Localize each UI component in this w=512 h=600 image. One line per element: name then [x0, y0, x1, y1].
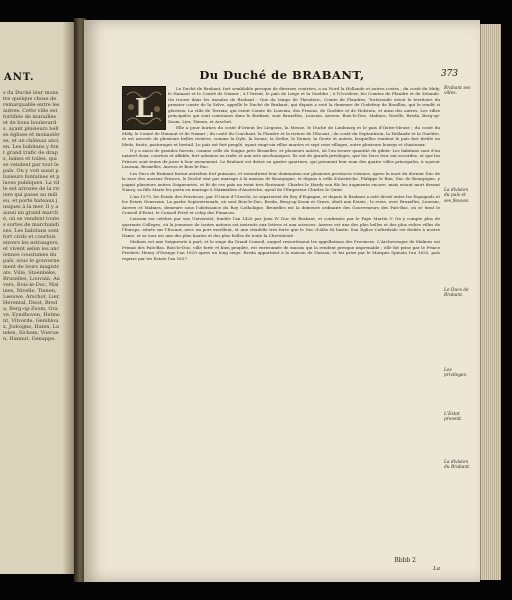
page-number: 373	[440, 69, 458, 79]
catchword: La	[433, 566, 440, 572]
paragraph: L'an 1579, les Estats des Provinces, par l'Union d'Utrecht, se separerent du Roy d'Espagne, et depuis le Brabant a esté divisé entre les Espagnols et les Estats Generaux. La partie Septentrionale, où sont Bois-le-Duc, Breda, Berg-op-Zoom et Grave, obeït aux Estats ; le reste, avec Bruxelles, Louvain, Anvers et Malines, demeure sous l'obeïssance du Roy Catholique. Bruxelles est la demeure ordinaire des Gouverneurs des Païs-Bas, où se tient le Conseil d'Estat, le Conseil Privé et celuy des Finances.	[122, 193, 440, 215]
left-page-text: s du Duché leur monstre quelque chose de remarquable entre les autres. Cette ville est fortifiée de murailles et de bons boulevards, ayant plusieurs belles églises et monastères, et un château ancien. Les habitans y font grand trafic de draps, laines et toiles, qui se vendent par tout le païs. On y voit aussi plusieurs fontaines et places publiques. La ville est arrosée de la riviere qui passe au milieu, et porte bateaux jusques à la mer. Il y a aussi un grand marché, où se vendent toutes sortes de marchandises. Les habitans sont fort civils et courtois envers les estrangers, et vivent selon les anciennes coustumes du païs, sous le gouvernement de leurs magistrats. Ville, Stoenbeke, Bruselles, Louvain, Anvers, Bois-le-Duc, Malines, Nivelle, Tienen, Leeuwe, Arschot, Lier, Herental, Diest, Breda, Berg-op-Zoom, Grave, Eyndhoven, Helmont, Vilvorde, Gembloux, Jodoigne, Halen, Landen, Sichem, Vueruen, Hannut, Genappe.	[3, 90, 60, 342]
svg-text:L: L	[134, 94, 154, 124]
signature-mark: Bbbb 2	[394, 557, 416, 564]
paragraph: Louvain est celebre par son Université, fondée l'an 1426 par Jean IV Duc de Brabant, et confirmée par le Pape Martin V. On y compte plus de quarante Colleges, où la jeunesse de toutes nations est instruite aux lettres et aux sciences. Anvers est une des plus belles et des plus riches villes de l'Europe, située sur l'Escaut, avec un port excellent, et une citadelle tres forte que le Duc d'Albe fit bastir. Son Eglise Cathedrale est dediée à nostre Dame, et sa tour est une des plus hautes et des plus belles de toute la Chrestienté.	[122, 216, 440, 238]
paragraph: Malines est une Seigneurie à part, et le siege du Grand Conseil, auquel ressortissent les appellations des Provinces. L'Archevesque de Malines est Primat des Païs-Bas. Bois-le-Duc, ville forte et bien peuplée, est environnée de marais qui la rendent presque imprenable ; elle fut prise par le Prince Frederic Henry d'Orange l'an 1629 apres un long siege. Breda appartient à la maison de Nassau, et fut prise par le Marquis Spinola l'an 1625, puis reprise par les Estats l'an 1637.	[122, 239, 440, 261]
paragraph: Elle a pour bornes du costé d'Orient les Liegeois, la Meuse, le Duché de Limbourg et le païs d'Outre-Meuse ; du costé du Midy, le Comté de Hainaut et de Namur ; du costé du Couchant, la Flandre et la riviere de l'Escaut ; du costé du Septentrion, la Hollande et la Gueldre, et est arrosée de plusieurs belles rivieres, comme la Dyle, la Senne, la Nethe, le Demer, la Geete et autres, lesquelles rendent le païs fort fertile en bleds, fruits, pasturages et bestail. Le païs est fort peuplé, ayant vingt-six villes murées et sept cens villages, outre plusieurs bourgs et chasteaux.	[122, 125, 440, 147]
page-header-title: Du Duché de BRABANT,	[199, 68, 365, 82]
margin-note: La division du Brabant.	[444, 460, 471, 471]
margin-note: L'Estat present.	[444, 412, 463, 423]
right-page	[84, 20, 480, 582]
margin-note: Les privileges.	[444, 368, 468, 379]
paragraph: Il y a aussi de grandes forests, comme celle de Soigne prés Bruxelles, et plusieurs autres, où l'on trouve quantité de gibier. Les habitans sont d'un naturel doux, courtois et affable, fort adonnez au trafic et aux arts mechaniques. Ils ont de grands privileges, que les Ducs leur ont accordez, et que les Princes sont tenus de jurer à leur avenement. Le Brabant est divisé en quatre quartiers, qui prennent leur nom des quatre villes principales, à sçavoir Louvain, Bruxelles, Anvers et Bois-le-Duc.	[122, 147, 440, 170]
margin-note: Le Ducs de Brabant.	[444, 288, 469, 299]
margin-note: Brabant ses villes.	[444, 86, 471, 97]
paragraph: Le Duché de Brabant, fort semblable presque de diverses contrées, a au Nord la Hollande et autres costes ; du costé du Midy, le Hainaut et le Comté de Namur ; à l'Orient, le païs de Liege et la Gueldre ; à l'Occident, les Comtez de Flandre et de Zelande. On trouve dans les Annales de Brabant : Que du temps de Theodoric, Comte de Flandres, Torteronde estoit le territoire du premier comte de la Selve, appellé le Duché de Brabant, qui depuis a esté la demeure de Godefroy de Bouillon, qui le rendit si glorieux. La ville de Terrain, qui estoit Comte de Louvain, des Frisons, de Gueldre et de Holstein, et ainsi des autres. Les villes principales qui sont contenues dans le Brabant, sont Bruxelles, Louvain, Anvers, Bois-le-Duc, Malines, Nivelle, Breda, Berg-op-Zoom, Lier, Tienen, et Arschot.	[168, 86, 440, 124]
left-page-shadow	[62, 22, 74, 574]
margin-note: La division du païs et ses fleuves.	[444, 188, 470, 204]
left-page	[0, 22, 75, 574]
page-edges	[480, 24, 501, 580]
page-body-text	[122, 86, 440, 548]
left-page-title: ANT.	[4, 72, 35, 83]
paragraph: Les Ducs de Brabant furent autrefois fort puissans, et estendirent leur domination sur plusieurs provinces voisines. Apres la mort du dernier Duc de la race des anciens Princes, le Duché vint par mariage à la maison de Bourgogne, et depuis à celle d'Austriche. Philippe le Bon, Duc de Bourgogne, y joignit plusieurs autres Seigneuries, et fit de ces païs un estat tres florissant. Charles le Hardy son fils les augmenta encore, mais estant mort devant Nancy, sa fille Marie les porta en mariage à Maximilien d'Austriche, ayeul de l'Empereur Charles le Quint.	[122, 170, 440, 193]
